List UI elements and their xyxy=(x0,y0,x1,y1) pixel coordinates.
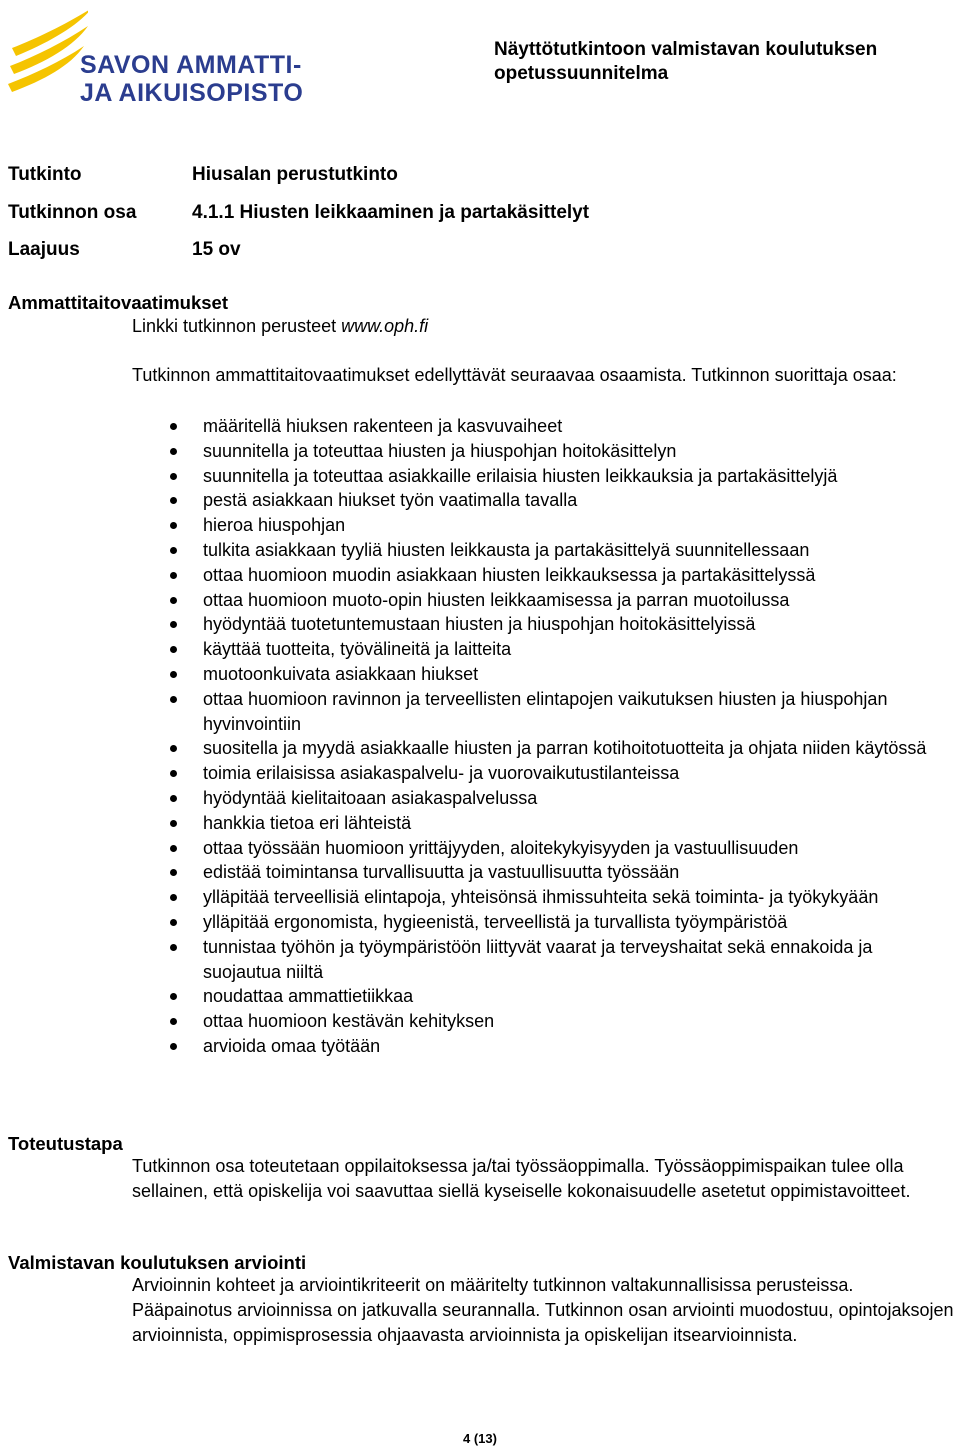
bullet-icon xyxy=(170,1043,177,1050)
oph-link[interactable]: www.oph.fi xyxy=(341,316,429,336)
meta-value: 15 ov xyxy=(192,239,241,260)
implementation-heading: Toteutustapa xyxy=(8,1133,123,1154)
bullet-icon xyxy=(170,1018,177,1025)
bullet-icon xyxy=(170,547,177,554)
skill-list-item xyxy=(170,513,950,538)
skill-text: ottaa huomioon ravinnon ja terveellisten elintapojen vaikutuksen hiusten ja hiuspohjan hyvinvointiin xyxy=(203,688,888,734)
link-prefix: Linkki tutkinnon perusteet xyxy=(132,316,342,336)
bullet-icon xyxy=(170,820,177,827)
logo-swoosh-icon xyxy=(8,8,88,108)
assessment-body xyxy=(132,1273,958,1347)
skill-list-item xyxy=(170,935,950,985)
bullet-icon xyxy=(170,448,177,455)
skill-text: ottaa huomioon muodin asiakkaan hiusten leikkauksessa ja partakäsittelyssä xyxy=(203,564,816,585)
requirements-link-row xyxy=(132,314,428,338)
bullet-icon xyxy=(170,572,177,579)
requirements-intro xyxy=(132,363,958,388)
bullet-icon xyxy=(170,944,177,951)
skill-text: hankkia tietoa eri lähteistä xyxy=(203,812,412,833)
skill-list-item xyxy=(170,414,950,439)
skill-text: suunnitella ja toteuttaa asiakkaille erilaisia hiusten leikkauksia ja partakäsittelyjä xyxy=(203,465,838,486)
skill-text: edistää toimintansa turvallisuutta ja vastuullisuutta työssään xyxy=(203,862,680,883)
skill-text: hieroa hiuspohjan xyxy=(203,515,346,536)
bullet-icon xyxy=(170,497,177,504)
bullet-icon xyxy=(170,919,177,926)
skill-list-item xyxy=(170,662,950,687)
skill-text: määritellä hiuksen rakenteen ja kasvuvaiheet xyxy=(203,416,563,436)
assessment-text: Arvioinnin kohteet ja arviointikriteerit on määritelty tutkinnon valtakunnallisissa perusteissa. Pääpainotus arvioinnissa on jatkuvalla seurannalla. Tutkinnon osan arviointi muodostuu, opintojaksojen arvioinnista, oppimisprosessia ohjaavasta arvioinnista ja opiskelijan itsearvioinnista. xyxy=(132,1275,954,1345)
skill-text: toimia erilaisissa asiakaspalvelu- ja vuorovaikutustilanteissa xyxy=(203,763,680,784)
skill-list-item xyxy=(170,736,950,761)
skill-text: noudattaa ammattietiikkaa xyxy=(203,986,414,1007)
skill-list-item xyxy=(170,588,950,613)
skill-list-item xyxy=(170,811,950,836)
skill-list-item xyxy=(170,488,950,513)
skill-list-item xyxy=(170,885,950,910)
page-number: 4 (13) xyxy=(463,1431,497,1446)
bullet-icon xyxy=(170,597,177,604)
skill-list-item xyxy=(170,860,950,885)
skill-list-item xyxy=(170,1034,950,1059)
skill-text: arvioida omaa työtään xyxy=(203,1035,381,1056)
bullet-icon xyxy=(170,869,177,876)
skills-list xyxy=(170,414,950,1059)
skill-list-item xyxy=(170,836,950,861)
skill-list-item xyxy=(170,538,950,563)
bullet-icon xyxy=(170,845,177,852)
bullet-icon xyxy=(170,646,177,653)
bullet-icon xyxy=(170,993,177,1000)
skill-list-item xyxy=(170,563,950,588)
bullet-icon xyxy=(170,795,177,802)
skill-list-item xyxy=(170,761,950,786)
meta-label: Laajuus xyxy=(8,239,80,260)
skill-list-item xyxy=(170,612,950,637)
skill-text: hyödyntää kielitaitoaan asiakaspalvelussa xyxy=(203,787,538,808)
skill-text: muotoonkuivata asiakkaan hiukset xyxy=(203,663,479,684)
skill-text: suunnitella ja toteuttaa hiusten ja hiuspohjan hoitokäsittelyn xyxy=(203,440,677,461)
skill-text: tulkita asiakkaan tyyliä hiusten leikkausta ja partakäsittelyä suunnitellessaan xyxy=(203,539,810,560)
bullet-icon xyxy=(170,522,177,529)
skill-list-item xyxy=(170,637,950,662)
document-title: Näyttötutkintoon valmistavan koulutuksen opetussuunnitelma xyxy=(494,39,878,84)
skill-text: pestä asiakkaan hiukset työn vaatimalla tavalla xyxy=(203,490,578,511)
bullet-icon xyxy=(170,423,177,430)
implementation-body xyxy=(132,1154,958,1204)
skill-text: tunnistaa työhön ja työympäristöön liittyvät vaarat ja terveyshaitat sekä ennakoida ja suojautua niiltä xyxy=(203,936,873,982)
bullet-icon xyxy=(170,696,177,703)
skill-list-item xyxy=(170,910,950,935)
meta-value: Hiusalan perustutkinto xyxy=(192,164,398,185)
bullet-icon xyxy=(170,894,177,901)
skill-text: ottaa huomioon muoto-opin hiusten leikkaamisessa ja parran muotoilussa xyxy=(203,589,790,610)
skill-list-item xyxy=(170,1009,950,1034)
skill-text: ottaa huomioon kestävän kehityksen xyxy=(203,1011,495,1032)
bullet-icon xyxy=(170,770,177,777)
skill-list-item xyxy=(170,439,950,464)
skill-list-item xyxy=(170,464,950,489)
skill-text: ylläpitää ergonomista, hygieenistä, terveellistä ja turvallista työympäristöä xyxy=(203,911,788,932)
bullet-icon xyxy=(170,621,177,628)
meta-value: 4.1.1 Hiusten leikkaaminen ja partakäsittelyt xyxy=(192,201,590,223)
logo-line1: SAVON AMMATTI- xyxy=(80,51,302,79)
meta-label: Tutkinnon osa xyxy=(8,201,137,223)
skill-list-item xyxy=(170,786,950,811)
skill-text: ylläpitää terveellisiä elintapoja, yhteisönsä ihmissuhteita sekä toiminta- ja työkykyään xyxy=(203,887,879,908)
requirements-intro-text: Tutkinnon ammattitaitovaatimukset edellyttävät seuraavaa osaamista. Tutkinnon suorittaja osaa: xyxy=(132,365,897,385)
requirements-heading: Ammattitaitovaatimukset xyxy=(8,292,229,313)
bullet-icon xyxy=(170,671,177,678)
logo-line2: JA AIKUISOPISTO xyxy=(80,79,304,107)
skill-text: ottaa työssään huomioon yrittäjyyden, aloitekykyisyyden ja vastuullisuuden xyxy=(203,837,799,858)
skill-text: käyttää tuotteita, työvälineitä ja laitteita xyxy=(203,639,512,660)
skill-text: suositella ja myydä asiakkaalle hiusten ja parran kotihoitotuotteita ja ohjata niiden käytössä xyxy=(203,738,927,759)
skill-list-item xyxy=(170,984,950,1009)
meta-label: Tutkinto xyxy=(8,164,82,185)
bullet-icon xyxy=(170,473,177,480)
skill-text: hyödyntää tuotetuntemustaan hiusten ja hiuspohjan hoitokäsittelyissä xyxy=(203,614,756,635)
bullet-icon xyxy=(170,745,177,752)
assessment-heading: Valmistavan koulutuksen arviointi xyxy=(8,1252,307,1273)
implementation-text: Tutkinnon osa toteutetaan oppilaitoksessa ja/tai työssäoppimalla. Työssäoppimispaikan tulee olla sellainen, että opiskelija voi saavuttaa siellä kyseiselle kokonaisuudelle asetetut oppimistavoitteet. xyxy=(132,1156,911,1201)
school-logo xyxy=(8,8,348,108)
skill-list-item xyxy=(170,687,950,737)
